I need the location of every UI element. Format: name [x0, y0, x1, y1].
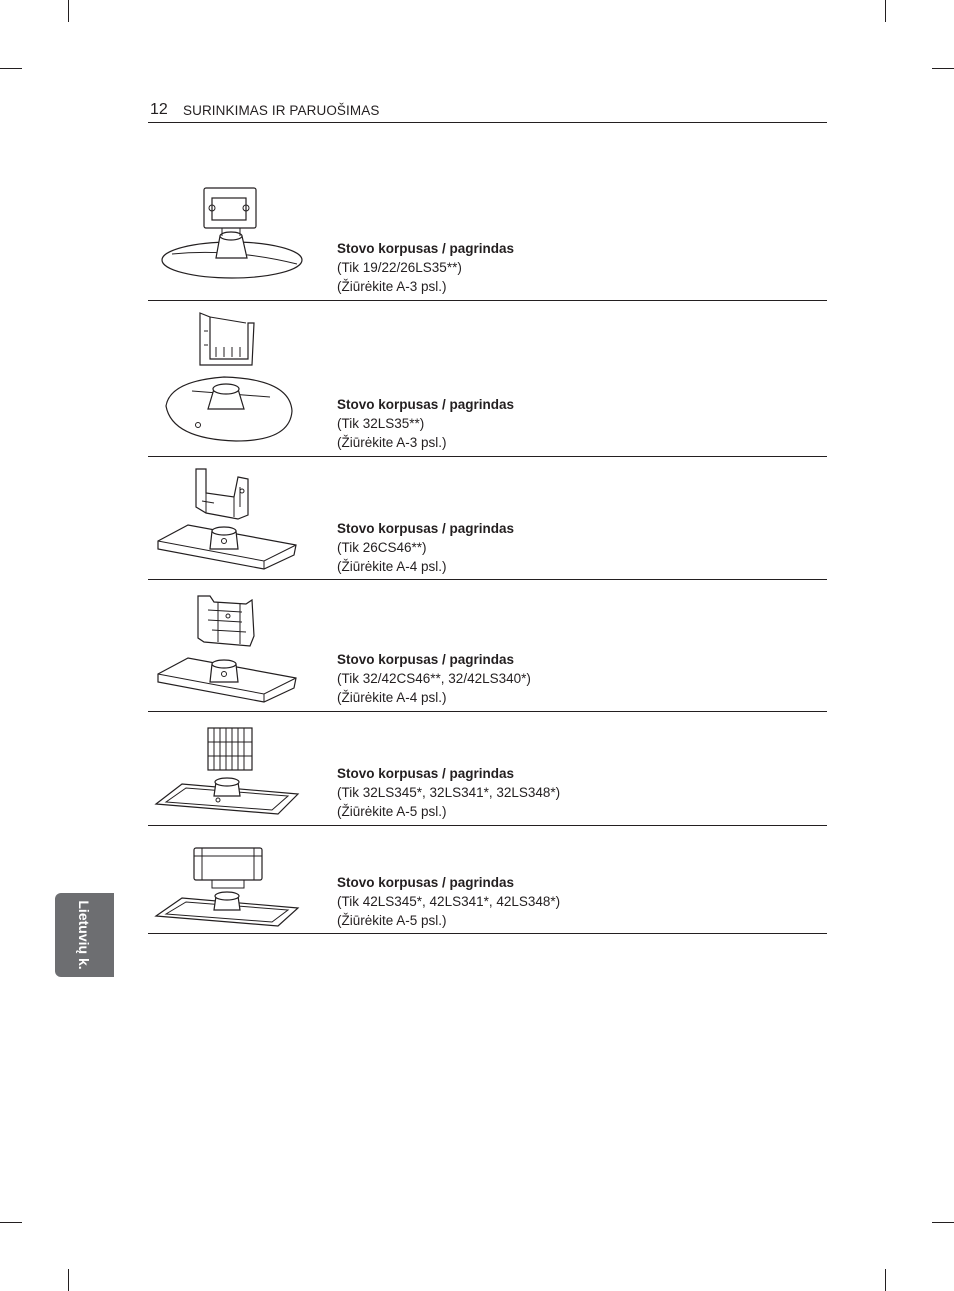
item-models: (Tik 42LS345*, 42LS341*, 42LS348*) [337, 894, 561, 909]
item-reference: (Žiūrėkite A-5 psl.) [337, 913, 447, 928]
language-tab [55, 893, 114, 977]
crop-mark [0, 1222, 22, 1223]
item-row [148, 180, 827, 301]
item-models: (Tik 32/42CS46**, 32/42LS340*) [337, 671, 531, 686]
crop-mark [932, 68, 954, 69]
item-reference: (Žiūrėkite A-5 psl.) [337, 804, 447, 819]
item-title: Stovo korpusas / pagrindas [337, 652, 515, 667]
item-description [337, 650, 531, 707]
item-row [148, 712, 827, 826]
stand-flat-base-icon [152, 826, 312, 933]
page-number: 12 [150, 101, 168, 118]
crop-mark [932, 1222, 954, 1223]
item-description [337, 764, 560, 821]
crop-mark [885, 1269, 886, 1291]
item-description [337, 519, 514, 576]
item-title: Stovo korpusas / pagrindas [337, 875, 515, 890]
item-reference: (Žiūrėkite A-3 psl.) [337, 435, 447, 450]
item-row [148, 457, 827, 580]
crop-mark [885, 0, 886, 22]
stand-flat-base-icon [152, 712, 312, 825]
stand-round-base-icon [152, 301, 312, 456]
crop-mark [0, 68, 22, 69]
item-models: (Tik 32LS35**) [337, 416, 425, 431]
item-description [337, 873, 560, 930]
item-row [148, 826, 827, 934]
language-tab-label: Lietuvių k. [76, 900, 92, 970]
item-reference: (Žiūrėkite A-3 psl.) [337, 279, 447, 294]
item-description [337, 239, 514, 296]
crop-mark [68, 1269, 69, 1291]
item-title: Stovo korpusas / pagrindas [337, 241, 515, 256]
item-reference: (Žiūrėkite A-4 psl.) [337, 690, 447, 705]
item-row [148, 301, 827, 457]
item-title: Stovo korpusas / pagrindas [337, 521, 515, 536]
crop-mark [68, 0, 69, 22]
stand-rectangular-base-icon [152, 457, 312, 579]
item-models: (Tik 32LS345*, 32LS341*, 32LS348*) [337, 785, 561, 800]
item-models: (Tik 26CS46**) [337, 540, 427, 555]
item-models: (Tik 19/22/26LS35**) [337, 260, 462, 275]
page-header [148, 100, 827, 123]
item-reference: (Žiūrėkite A-4 psl.) [337, 559, 447, 574]
item-title: Stovo korpusas / pagrindas [337, 766, 515, 781]
item-title: Stovo korpusas / pagrindas [337, 397, 515, 412]
stand-rectangular-base-icon [152, 580, 312, 711]
section-title: SURINKIMAS IR PARUOŠIMAS [183, 103, 380, 118]
stand-oval-base-icon [152, 180, 312, 300]
item-row [148, 580, 827, 712]
item-description [337, 395, 514, 452]
